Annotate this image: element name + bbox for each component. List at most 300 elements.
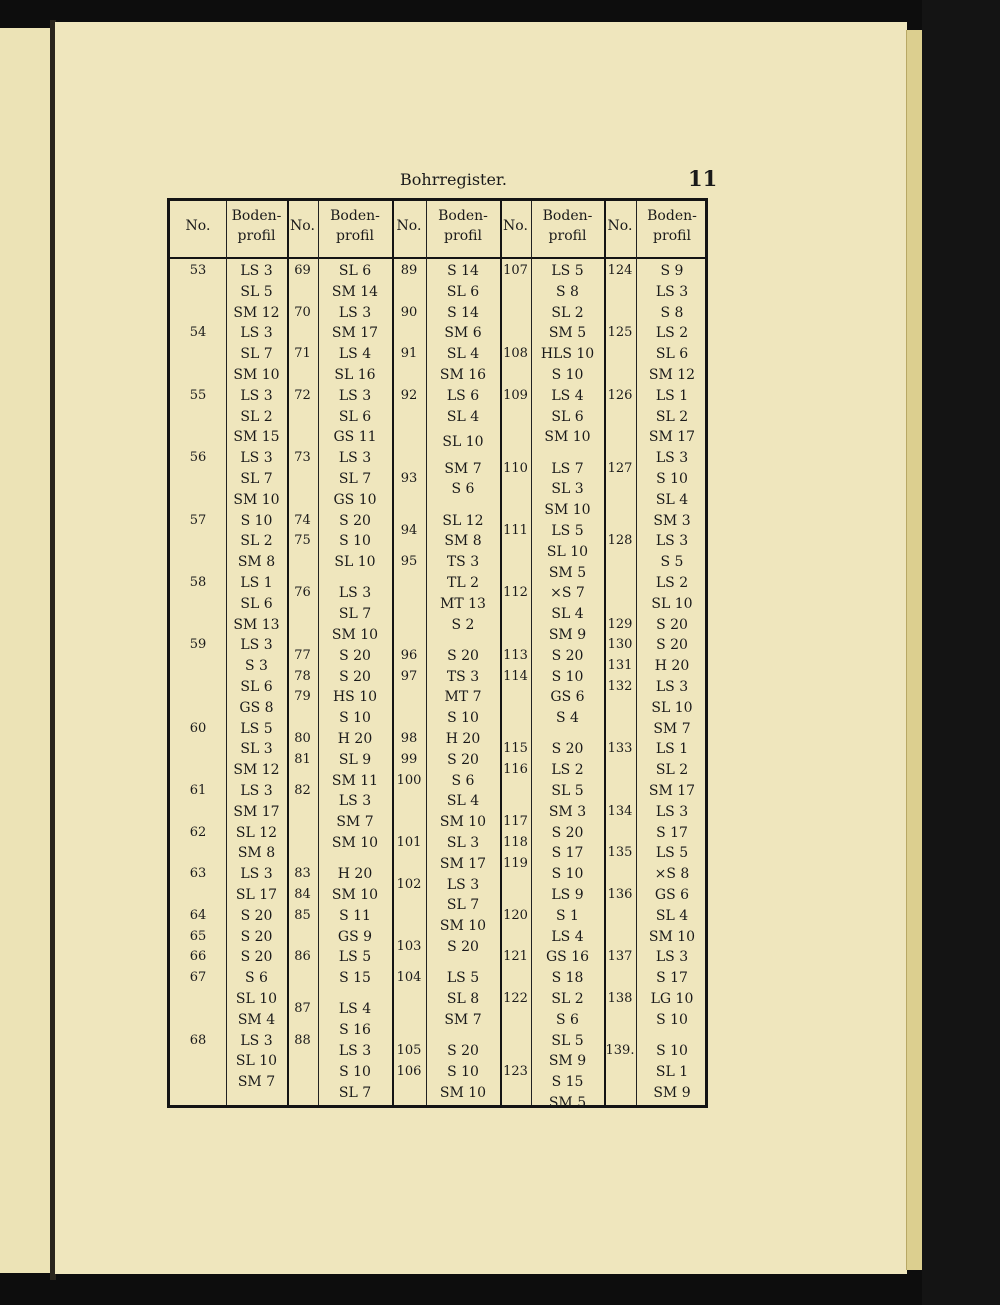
soil-profile-entry: SM 11: [331, 772, 379, 789]
soil-profile-entry: SM 12: [648, 367, 696, 383]
boring-number: 131: [607, 658, 633, 674]
soil-profile-entry: SL 2: [655, 408, 689, 425]
soil-profile-entry: SM 7: [336, 814, 374, 831]
boring-number: 89: [400, 263, 418, 278]
soil-profile-entry: SM 10: [331, 627, 379, 643]
boring-number: 83: [294, 866, 311, 882]
soil-profile-entry: S 11: [339, 907, 371, 924]
soil-profile-entry: SM 15: [233, 429, 280, 446]
soil-profile-entry: LS 6: [446, 387, 480, 404]
soil-profile-entry: SL 4: [446, 793, 480, 810]
boring-number: 59: [189, 637, 207, 653]
soil-profile-entry: SM 17: [331, 325, 379, 342]
soil-profile-entry: HLS 10: [540, 346, 595, 363]
soil-profile-entry: SL 6: [240, 595, 273, 612]
soil-profile-entry: SM 7: [653, 720, 691, 737]
soil-profile-entry: SL 1: [655, 1063, 689, 1080]
header-profile-line1: Boden-: [647, 208, 697, 224]
soil-profile-entry: SM 10: [233, 367, 280, 383]
soil-profile-entry: SL 17: [235, 887, 278, 903]
soil-profile-entry: LS 3: [338, 793, 372, 810]
soil-profile-entry: LS 3: [446, 876, 480, 893]
boring-number: 72: [294, 387, 311, 403]
boring-number: 84: [294, 887, 311, 902]
soil-profile-entry: LS 3: [655, 283, 689, 300]
boring-number: 88: [294, 1032, 311, 1048]
soil-profile-entry: S 15: [339, 970, 371, 987]
soil-profile-entry: S 15: [551, 1074, 584, 1091]
soil-profile-entry: SM 10: [544, 502, 591, 519]
boring-number: 71: [294, 346, 311, 362]
soil-profile-entry: SL 12: [235, 824, 278, 841]
boring-number: 104: [396, 970, 422, 986]
soil-profile-entry: MT 13: [440, 595, 486, 612]
soil-profile-entry: SL 3: [446, 835, 480, 851]
soil-profile-entry: S 10: [656, 1043, 688, 1059]
header-profile: [531, 206, 604, 246]
soil-profile-entry: LS 5: [655, 845, 689, 862]
boring-number: 122: [503, 991, 528, 1006]
soil-profile-entry: SL 7: [240, 471, 273, 487]
soil-profile-entry: SL 3: [240, 741, 273, 758]
soil-profile-entry: LS 1: [240, 575, 273, 591]
soil-profile-entry: LS 3: [240, 1032, 273, 1049]
boring-number: 109: [503, 387, 528, 403]
soil-profile-entry: LS 4: [338, 1001, 372, 1018]
soil-profile-entry: ×S 8: [654, 866, 690, 883]
boring-number: 53: [189, 263, 207, 278]
boring-number: 136: [607, 887, 633, 902]
soil-profile-entry: S 20: [447, 939, 479, 955]
soil-profile-entry: S 10: [656, 1011, 688, 1028]
soil-profile-entry: SL 2: [240, 533, 273, 550]
soil-profile-entry: SM 5: [548, 564, 587, 581]
boring-number: 108: [503, 346, 528, 362]
soil-profile-entry: SL 4: [655, 491, 689, 508]
soil-profile-entry: GS 9: [337, 928, 373, 945]
soil-profile-entry: S 8: [660, 304, 684, 321]
soil-profile-entry: SM 12: [233, 304, 280, 321]
boring-number: 112: [503, 585, 528, 601]
soil-profile-entry: SM 13: [233, 616, 280, 633]
soil-profile-entry: GS 11: [333, 429, 377, 446]
boring-number: 130: [607, 637, 633, 653]
left-page-edge: [0, 28, 52, 1273]
soil-profile-entry: LS 3: [240, 387, 273, 404]
column-divider: [636, 201, 637, 1105]
boring-number: 99: [400, 751, 418, 767]
soil-profile-entry: S 10: [240, 512, 273, 529]
boring-number: 76: [294, 585, 311, 601]
soil-profile-entry: S 5: [660, 554, 684, 571]
boring-number: 70: [294, 304, 311, 320]
soil-profile-entry: LS 3: [338, 585, 372, 602]
soil-profile-entry: SM 7: [444, 460, 482, 477]
running-head: Bohrregister.: [400, 170, 507, 189]
soil-profile-entry: LS 3: [655, 803, 689, 820]
soil-profile-entry: H 20: [337, 866, 373, 883]
soil-profile-entry: SL 10: [651, 595, 693, 612]
soil-profile-entry: TS 3: [446, 554, 480, 571]
soil-profile-entry: LS 3: [655, 679, 689, 695]
soil-profile-entry: S 16: [339, 1022, 371, 1039]
soil-profile-entry: SL 6: [551, 408, 584, 425]
soil-profile-entry: S 1: [556, 907, 579, 924]
boring-number: 124: [607, 263, 633, 278]
soil-profile-entry: S 9: [660, 263, 684, 279]
header-no: No.: [503, 218, 528, 234]
boring-number: 117: [503, 814, 528, 830]
soil-profile-entry: SM 3: [548, 803, 587, 820]
soil-profile-entry: SL 2: [240, 408, 273, 425]
soil-profile-entry: SL 7: [338, 1084, 372, 1101]
boring-number: 125: [607, 325, 633, 341]
soil-profile-entry: LS 3: [240, 263, 273, 279]
soil-profile-entry: LS 4: [551, 387, 584, 404]
soil-profile-entry: SM 10: [331, 835, 379, 851]
soil-profile-entry: SM 10: [648, 928, 696, 945]
boring-number: 67: [189, 970, 207, 986]
header-no: No.: [185, 218, 211, 234]
soil-profile-entry: SM 17: [648, 783, 696, 799]
soil-profile-entry: LS 3: [338, 304, 372, 321]
header-profile: [226, 206, 287, 246]
soil-profile-entry: LS 4: [338, 346, 372, 363]
header-profile-line1: Boden-: [330, 208, 380, 224]
soil-profile-entry: S 20: [447, 751, 479, 768]
boring-number: 62: [189, 824, 207, 840]
boring-number: 86: [294, 949, 311, 965]
soil-profile-entry: LS 2: [551, 762, 584, 779]
boring-number: 118: [503, 835, 528, 850]
header-profile-line2: profil: [653, 228, 691, 244]
soil-profile-entry: LS 3: [655, 949, 689, 966]
soil-profile-entry: S 20: [447, 1043, 479, 1059]
soil-profile-entry: S 20: [551, 824, 584, 841]
soil-profile-entry: SM 6: [444, 325, 482, 342]
boring-number: 66: [189, 949, 207, 965]
soil-profile-entry: S 8: [556, 283, 579, 300]
header-no: No.: [290, 218, 315, 234]
soil-profile-entry: SL 7: [338, 471, 372, 487]
soil-profile-entry: LS 3: [338, 387, 372, 404]
boring-number: 137: [607, 949, 633, 965]
boring-number: 75: [294, 533, 311, 549]
boring-number: 56: [189, 450, 207, 466]
soil-profile-entry: S 20: [447, 647, 479, 664]
soil-profile-entry: SL 10: [442, 433, 484, 450]
soil-profile-entry: LS 5: [551, 523, 584, 539]
soil-profile-entry: SM 7: [444, 1011, 482, 1028]
boring-number: 139.: [605, 1043, 635, 1058]
boring-number: 63: [189, 866, 207, 882]
bohrregister-table: [167, 198, 708, 1111]
soil-profile-entry: SM 10: [331, 887, 379, 903]
boring-number: 135: [607, 845, 633, 861]
column-divider: [426, 201, 427, 1105]
soil-profile-entry: SL 2: [551, 304, 584, 321]
boring-number: 92: [400, 387, 418, 403]
soil-profile-entry: TS 3: [446, 668, 480, 685]
soil-profile-entry: SM 8: [444, 533, 482, 550]
soil-profile-entry: SL 10: [546, 543, 589, 560]
soil-profile-entry: LS 1: [655, 387, 689, 404]
boring-number: 60: [189, 720, 207, 736]
soil-profile-entry: LS 5: [551, 263, 584, 279]
header-rule: [170, 257, 705, 259]
soil-profile-entry: SM 8: [237, 845, 276, 862]
soil-profile-entry: SM 5: [548, 1095, 587, 1111]
boring-number: 101: [396, 835, 422, 850]
boring-number: 69: [294, 263, 311, 278]
soil-profile-entry: SL 5: [240, 283, 273, 300]
soil-profile-entry: LS 2: [655, 325, 689, 342]
boring-number: 91: [400, 346, 418, 362]
boring-number: 98: [400, 731, 418, 746]
boring-number: 119: [503, 855, 528, 871]
soil-profile-entry: GS 8: [239, 699, 274, 716]
boring-number: 54: [189, 325, 207, 341]
boring-number: 114: [503, 668, 528, 684]
soil-profile-entry: SM 8: [237, 554, 276, 571]
soil-profile-entry: SM 3: [653, 512, 691, 529]
soil-profile-entry: SM 7: [237, 1074, 276, 1091]
boring-number: 73: [294, 450, 311, 466]
soil-profile-entry: SL 6: [655, 346, 689, 363]
soil-profile-entry: S 20: [240, 907, 273, 924]
boring-number: 65: [189, 928, 207, 944]
soil-profile-entry: LS 9: [551, 887, 584, 903]
soil-profile-entry: LS 1: [655, 741, 689, 758]
soil-profile-entry: S 6: [556, 1011, 579, 1028]
boring-number: 120: [503, 907, 528, 923]
soil-profile-entry: S 10: [551, 367, 584, 383]
soil-profile-entry: S 20: [240, 928, 273, 945]
soil-profile-entry: SL 7: [338, 606, 372, 623]
boring-number: 90: [400, 304, 418, 320]
page-number: 11: [688, 166, 718, 191]
boring-number: 116: [503, 762, 528, 778]
boring-number: 127: [607, 460, 633, 476]
soil-profile-entry: S 14: [447, 304, 479, 321]
soil-profile-entry: H 20: [337, 731, 373, 747]
boring-number: 110: [503, 460, 528, 476]
boring-number: 81: [294, 751, 311, 767]
soil-profile-entry: S 17: [656, 824, 688, 841]
soil-profile-entry: SL 10: [651, 699, 693, 716]
soil-profile-entry: SL 5: [551, 1032, 584, 1049]
soil-profile-entry: SM 10: [439, 814, 487, 831]
boring-number: 113: [503, 647, 528, 663]
boring-number: 105: [396, 1043, 422, 1058]
boring-number: 121: [503, 949, 528, 965]
soil-profile-entry: HS 10: [332, 689, 378, 706]
soil-profile-entry: GS 6: [654, 887, 690, 903]
soil-profile-entry: SL 8: [446, 991, 480, 1007]
boring-number: 82: [294, 783, 311, 798]
soil-profile-entry: LS 7: [551, 460, 584, 477]
soil-profile-entry: SL 7: [240, 346, 273, 363]
soil-profile-entry: S 2: [451, 616, 475, 633]
soil-profile-entry: SL 16: [334, 367, 376, 383]
boring-number: 85: [294, 907, 311, 923]
soil-profile-entry: SM 9: [653, 1084, 691, 1101]
soil-profile-entry: SL 10: [334, 554, 376, 571]
soil-profile-entry: SL 2: [551, 991, 584, 1007]
book-cover: [922, 0, 1000, 1305]
soil-profile-entry: S 20: [339, 647, 371, 664]
header-profile: [318, 206, 392, 246]
soil-profile-entry: S 10: [551, 866, 584, 883]
boring-number: 68: [189, 1032, 207, 1048]
soil-profile-entry: S 20: [551, 647, 584, 664]
soil-profile-entry: LS 3: [338, 450, 372, 467]
soil-profile-entry: S 20: [656, 637, 688, 654]
soil-profile-entry: SL 6: [338, 408, 372, 425]
soil-profile-entry: LS 5: [240, 720, 273, 737]
boring-number: 138: [607, 991, 633, 1006]
soil-profile-entry: S 20: [656, 616, 688, 633]
soil-profile-entry: SM 14: [331, 283, 379, 300]
soil-profile-entry: SM 17: [233, 803, 280, 820]
soil-profile-entry: GS 10: [333, 491, 377, 508]
soil-profile-entry: LS 3: [240, 637, 273, 654]
soil-profile-entry: S 17: [551, 845, 584, 862]
header-profile-line1: Boden-: [231, 208, 282, 224]
soil-profile-entry: GS 16: [545, 949, 590, 966]
soil-profile-entry: S 6: [451, 772, 475, 789]
boring-number: 74: [294, 512, 311, 528]
boring-number: 102: [396, 876, 422, 892]
boring-number: 94: [400, 523, 418, 538]
soil-profile-entry: SL 6: [338, 263, 372, 279]
soil-profile-entry: SL 9: [338, 751, 372, 768]
soil-profile-entry: H 20: [654, 658, 690, 675]
boring-number: 134: [607, 803, 633, 819]
soil-profile-entry: S 20: [339, 512, 371, 529]
soil-profile-entry: S 20: [551, 741, 584, 758]
soil-profile-entry: LS 2: [655, 575, 689, 591]
boring-number: 64: [189, 907, 207, 923]
soil-profile-entry: S 18: [551, 970, 584, 987]
soil-profile-entry: S 10: [339, 1063, 371, 1080]
soil-profile-entry: SL 4: [446, 408, 480, 425]
soil-profile-entry: SM 17: [439, 855, 487, 872]
boring-number: 133: [607, 741, 633, 757]
soil-profile-entry: TL 2: [447, 575, 479, 591]
boring-number: 123: [503, 1063, 528, 1079]
soil-profile-entry: S 10: [339, 533, 371, 550]
soil-profile-entry: SL 10: [235, 1053, 278, 1070]
soil-profile-entry: SL 5: [551, 783, 584, 799]
boring-number: 96: [400, 647, 418, 663]
boring-number: 128: [607, 533, 633, 549]
boring-number: 87: [294, 1001, 311, 1017]
soil-profile-entry: LS 5: [446, 970, 480, 987]
boring-number: 93: [400, 471, 418, 486]
boring-number: 126: [607, 387, 633, 403]
boring-number: 95: [400, 554, 418, 570]
soil-profile-entry: GS 6: [550, 689, 585, 706]
soil-profile-entry: SM 17: [648, 429, 696, 446]
boring-number: 57: [189, 512, 207, 528]
boring-number: 107: [503, 263, 528, 278]
soil-profile-entry: SM 5: [548, 325, 587, 342]
soil-profile-entry: SL 6: [240, 679, 273, 695]
soil-profile-entry: SL 4: [655, 907, 689, 924]
soil-profile-entry: S 10: [447, 1063, 479, 1080]
boring-number: 111: [503, 523, 528, 538]
soil-profile-entry: SM 16: [439, 367, 487, 383]
soil-profile-entry: LS 3: [240, 450, 273, 467]
soil-profile-entry: LS 3: [338, 1043, 372, 1059]
boring-number: 97: [400, 668, 418, 684]
soil-profile-entry: S 10: [551, 668, 584, 685]
soil-profile-entry: SL 4: [551, 606, 584, 623]
soil-profile-entry: S 20: [240, 949, 273, 966]
boring-number: 78: [294, 668, 311, 684]
soil-profile-entry: S 6: [451, 481, 475, 498]
soil-profile-entry: LG 10: [650, 991, 694, 1007]
header-profile-line1: Boden-: [438, 208, 488, 224]
soil-profile-entry: LS 5: [338, 949, 372, 966]
header-profile-line2: profil: [444, 228, 482, 244]
soil-profile-entry: SM 10: [439, 1084, 487, 1101]
boring-number: 100: [396, 772, 422, 788]
header-profile-line2: profil: [548, 228, 587, 244]
soil-profile-entry: ×S 7: [550, 585, 585, 602]
soil-profile-entry: SL 7: [446, 897, 480, 914]
boring-number: 115: [503, 741, 528, 757]
header-profile-line2: profil: [237, 228, 276, 244]
page-stack-edge: [906, 30, 923, 1270]
soil-profile-entry: SM 4: [237, 1011, 276, 1028]
boring-number: 79: [294, 689, 311, 705]
boring-number: 106: [396, 1063, 422, 1079]
header-profile: [636, 206, 708, 246]
soil-profile-entry: SL 3: [551, 481, 584, 498]
soil-profile-entry: LS 3: [240, 866, 273, 883]
header-profile-line2: profil: [336, 228, 374, 244]
soil-profile-entry: MT 7: [444, 689, 482, 706]
soil-profile-entry: SL 12: [442, 512, 484, 529]
boring-number: 55: [189, 387, 207, 403]
header-profile-line1: Boden-: [542, 208, 593, 224]
boring-number: 58: [189, 575, 207, 590]
soil-profile-entry: SL 4: [446, 346, 480, 363]
soil-profile-entry: SL 10: [235, 991, 278, 1007]
soil-profile-entry: H 20: [445, 731, 481, 747]
soil-profile-entry: SM 9: [548, 1053, 587, 1070]
soil-profile-entry: S 3: [245, 658, 268, 675]
soil-profile-entry: LS 3: [240, 325, 273, 342]
soil-profile-entry: SL 6: [446, 283, 480, 300]
boring-number: 77: [294, 647, 311, 663]
soil-profile-entry: S 4: [556, 710, 579, 727]
soil-profile-entry: S 17: [656, 970, 688, 987]
soil-profile-entry: LS 3: [655, 533, 689, 550]
soil-profile-entry: LS 4: [551, 928, 584, 945]
soil-profile-entry: S 10: [447, 710, 479, 727]
soil-profile-entry: S 6: [245, 970, 268, 987]
soil-profile-entry: SM 9: [548, 627, 587, 643]
boring-number: 103: [396, 939, 422, 954]
soil-profile-entry: SM 12: [233, 762, 280, 779]
soil-profile-entry: SL 2: [655, 762, 689, 779]
header-no: No.: [396, 218, 422, 234]
soil-profile-entry: S 20: [339, 668, 371, 685]
soil-profile-entry: S 10: [656, 471, 688, 487]
